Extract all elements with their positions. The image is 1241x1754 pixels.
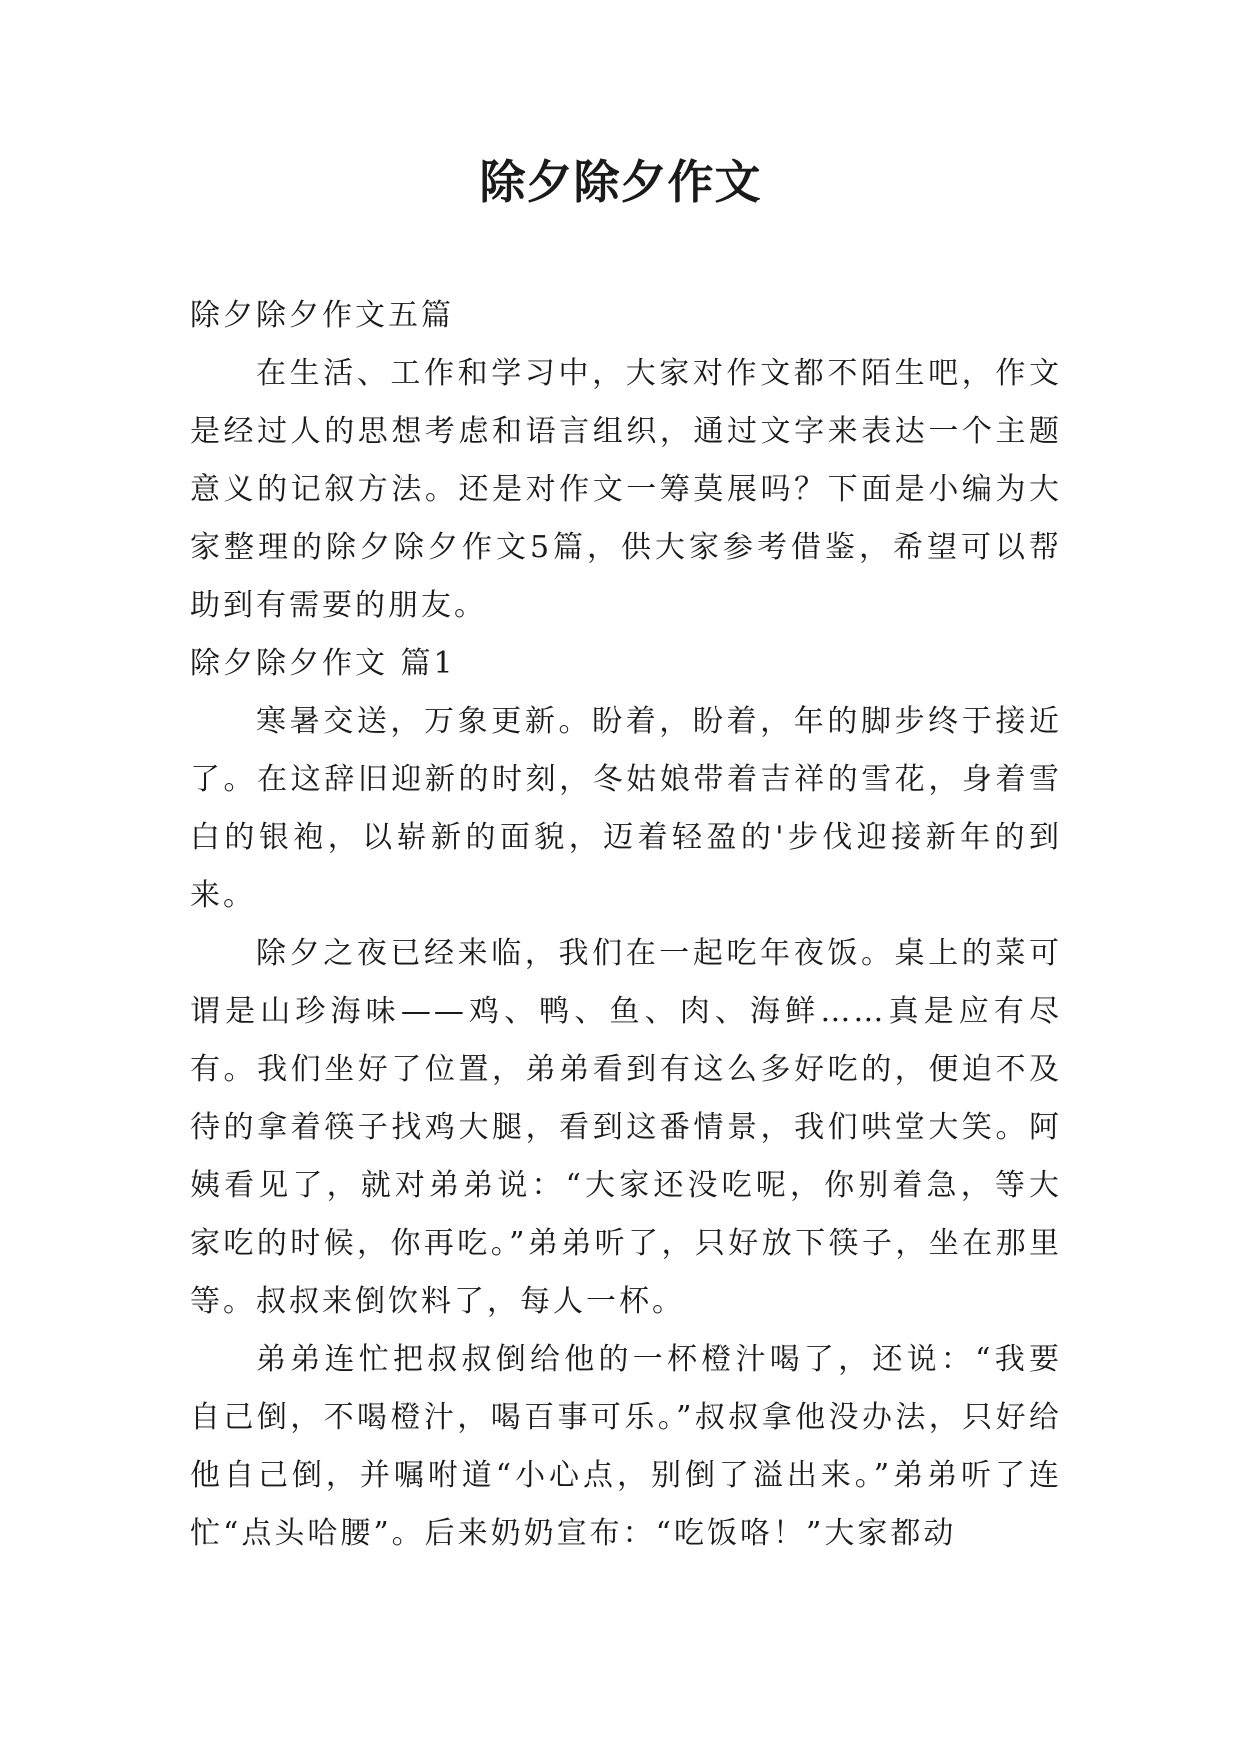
body-paragraph-1: 寒暑交送，万象更新。盼着，盼着，年的脚步终于接近了。在这辞旧迎新的时刻，冬姑娘带着吉祥的雪花，身着雪白的银袍，以崭新的面貌，迈着轻盈的'步伐迎接新年的到来。: [190, 704, 1062, 913]
section-heading: 除夕除夕作文 篇1: [190, 646, 456, 681]
intro-paragraph: 在生活、工作和学习中，大家对作文都不陌生吧，作文是经过人的思想考虑和语言组织，通过文字来表达一个主题意义的记叙方法。还是对作文一筹莫展吗？下面是小编为大家整理的除夕除夕作文5篇，供大家参考借鉴，希望可以帮助到有需要的朋友。: [190, 356, 1062, 623]
document-title: 除夕除夕作文: [479, 155, 762, 209]
body-paragraph-2: 除夕之夜已经来临，我们在一起吃年夜饭。桌上的菜可谓是山珍海味——鸡、鸭、鱼、肉、海鲜……真是应有尽有。我们坐好了位置，弟弟看到有这么多好吃的，便迫不及待的拿着筷子找鸡大腿，看到这番情景，我们哄堂大笑。阿姨看见了，就对弟弟说：“大家还没吃呢，你别着急，等大家吃的时候，你再吃。”弟弟听了，只好放下筷子，坐在那里等。叔叔来倒饮料了，每人一杯。: [190, 936, 1062, 1319]
body-paragraph-3: 弟弟连忙把叔叔倒给他的一杯橙汁喝了，还说：“我要自己倒，不喝橙汁，喝百事可乐。”叔叔拿他没办法，只好给他自己倒，并嘱咐道“小心点，别倒了溢出来。”弟弟听了连忙“点头哈腰”。后来奶奶宣布：“吃饭咯！”大家都动: [190, 1342, 1062, 1551]
document-body: [190, 287, 1062, 1563]
document-subtitle: 除夕除夕作文五篇: [190, 298, 454, 333]
